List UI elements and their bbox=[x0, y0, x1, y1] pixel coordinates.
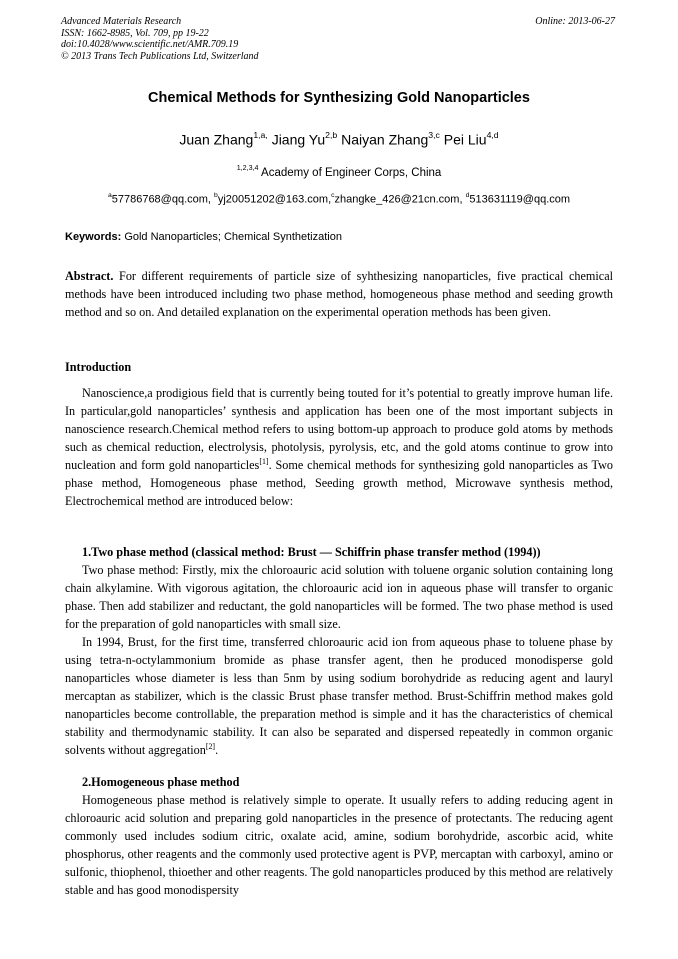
online-date: Online: 2013-06-27 bbox=[535, 16, 615, 27]
author-mark: 1,a, bbox=[253, 129, 268, 140]
author-mark: 3,c bbox=[428, 129, 440, 140]
journal-doi: doi:10.4028/www.scientific.net/AMR.709.19 bbox=[61, 39, 239, 50]
paragraph bbox=[65, 384, 613, 510]
introduction-heading: Introduction bbox=[65, 360, 132, 374]
paper-title: Chemical Methods for Synthesizing Gold Nanoparticles bbox=[148, 90, 530, 106]
paragraph-text: . Some chemical methods for synthesizing gold nanoparticles as Two phase method, Homogeneous phase method, Seeding growth method, Microwave synthesis method, Electrochemical method are introduced below: bbox=[65, 458, 613, 508]
paragraph-text: In 1994, Brust, for the first time, transferred chloroauric acid ion from aqueous phase to toluene phase by using tetra-n-octylammonium bromide as phase transfer agent, then he produced monodisperse gold nanoparticles whose diameter is less than 5nm by using sodium borohydride as reducing agent and lauryl mercaptan as stabilizer, which is the classic Brust phase transfer method. Brust-Schiffrin method makes gold nanoparticles become controllable, the preparation method is simple and it has the characteristics of chemical stability and thermodynamic stability. It can also be separated and dispersed repeatedly in common organic solvents without aggregation bbox=[65, 635, 613, 757]
paragraph-text: Nanoscience,a prodigious field that is currently being touted for it’s potential to greatly improve human life. In particular,gold nanoparticles’ synthesis and application has been one of the most important subjects in nanoscience research.Chemical method refers to using bottom-up approach to produce gold atoms by methods such as chemical reduction, electrolysis, photolysis, pyrolysis, etc, and the gold atoms continue to grow into nucleation and form gold nanoparticles bbox=[65, 386, 613, 472]
section-2-body bbox=[65, 791, 613, 899]
affiliation bbox=[0, 165, 678, 179]
email-address: yj20051202@163.com, bbox=[217, 193, 332, 206]
abstract-text: For different requirements of particle size of syhthesizing nanoparticles, five practical chemical methods have been introduced including two phase method, homogeneous phase method and seeding growth method and so on. And detailed explanation on the experimental operation methods has been given. bbox=[65, 269, 613, 319]
citation: [2] bbox=[205, 741, 216, 751]
email-list bbox=[0, 193, 678, 206]
abstract bbox=[65, 267, 613, 321]
email-mark: d bbox=[465, 191, 470, 199]
author-name: Jiang Yu bbox=[271, 131, 326, 148]
keywords-text: Gold Nanoparticles; Chemical Synthetization bbox=[124, 231, 342, 243]
citation: [1] bbox=[259, 456, 269, 466]
author-name: Naiyan Zhang bbox=[341, 131, 429, 148]
paragraph-text: . bbox=[215, 743, 219, 757]
journal-copyright: © 2013 Trans Tech Publications Ltd, Switzerland bbox=[61, 50, 259, 62]
author-mark: 2,b bbox=[325, 129, 338, 140]
email-address: 513631119@qq.com bbox=[469, 193, 571, 206]
section-1-heading: 1.Two phase method (classical method: Brust — Schiffrin phase transfer method (1994)) bbox=[82, 545, 541, 559]
email-mark: b bbox=[214, 191, 218, 199]
paragraph: Homogeneous phase method is relatively simple to operate. It usually refers to adding reducing agent in chloroauric acid solution and preparing gold nanoparticles in the presence of protectants. The reducing agent commonly used includes sodium citric, oxalate acid, amine, sodium borohydride, ascorbic acid, white phosphorus, other reagents and the commonly used protective agent is PVP, mercaptan with carboxyl, amino or sulfonic, thiophenol, thioether and other reagents. The gold nanoparticles produced by this method are relatively stable and has good monodispersity bbox=[65, 793, 613, 897]
journal-name: Advanced Materials Research bbox=[61, 16, 182, 27]
email-mark: a bbox=[107, 191, 112, 199]
author-name: Juan Zhang bbox=[179, 131, 254, 148]
keywords bbox=[65, 231, 342, 243]
paragraph: Two phase method: Firstly, mix the chloroauric acid solution with toluene organic solution containing long chain alkylamine. With vigorous agitation, the chloroauric acid ion in aqueous phase will transfer to organic phase. Then add stabilizer and reductant, the gold nanoparticles will be formed. The two phase method is used for the preparation of gold nanoparticles with small size. bbox=[65, 563, 613, 631]
introduction-body bbox=[65, 384, 613, 510]
section-1-body bbox=[65, 561, 613, 759]
author-list bbox=[0, 131, 678, 148]
journal-issn: ISSN: 1662-8985, Vol. 709, pp 19-22 bbox=[61, 27, 209, 39]
journal-header bbox=[61, 16, 259, 62]
author-name: Pei Liu bbox=[443, 131, 487, 148]
affiliation-mark: 1,2,3,4 bbox=[236, 163, 259, 172]
author-mark: 4,d bbox=[486, 129, 499, 140]
paragraph bbox=[65, 633, 613, 759]
keywords-label: Keywords: bbox=[65, 231, 122, 243]
abstract-label: Abstract. bbox=[65, 269, 114, 283]
section-2-heading: 2.Homogeneous phase method bbox=[82, 775, 240, 789]
email-address: zhangke_426@21cn.com, bbox=[334, 193, 466, 206]
affiliation-text: Academy of Engineer Corps, China bbox=[261, 166, 442, 179]
email-address: 57786768@qq.com, bbox=[111, 193, 215, 206]
email-mark: c bbox=[331, 191, 335, 199]
